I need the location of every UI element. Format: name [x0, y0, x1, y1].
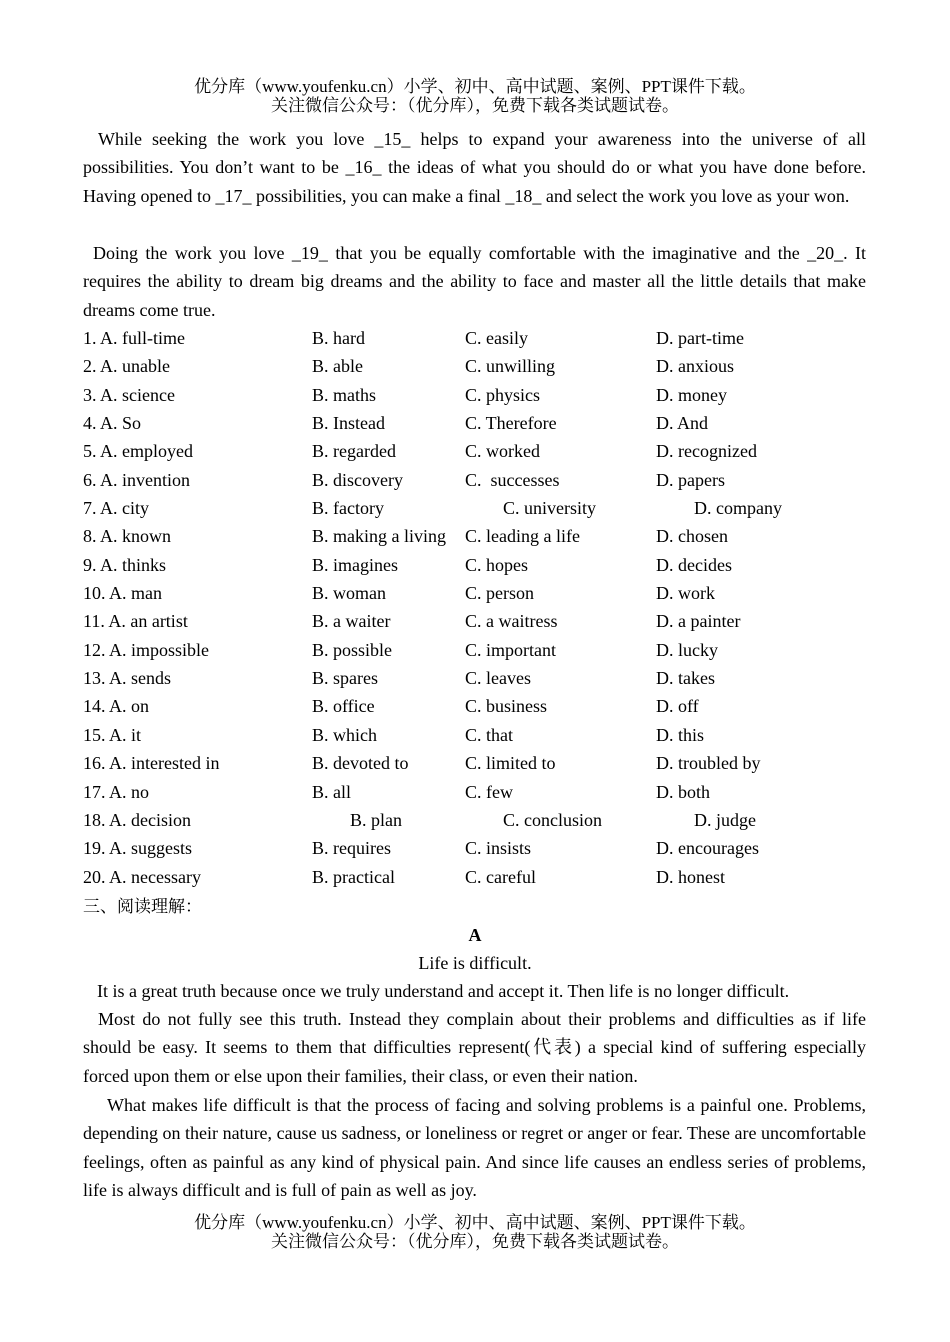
option-c: C. worked	[465, 441, 540, 462]
option-c: C. conclusion	[503, 809, 602, 830]
page-header-top	[0, 77, 950, 115]
option-row	[83, 551, 866, 579]
section-title: 三、阅读理解：	[83, 897, 202, 916]
option-d: D. work	[656, 583, 715, 604]
reading-title: Life is difficult.	[418, 953, 532, 973]
option-b: B. making a living	[312, 526, 446, 547]
option-row	[83, 834, 866, 862]
option-c: C. university	[503, 498, 596, 519]
option-c: C. careful	[465, 866, 536, 887]
option-a: 7. A. city	[83, 498, 149, 519]
option-b: B. factory	[312, 498, 384, 519]
option-c: C. Therefore	[465, 413, 557, 434]
option-d: D. company	[694, 498, 782, 519]
option-a: 4. A. So	[83, 413, 142, 434]
option-row	[83, 494, 866, 522]
option-d: D. encourages	[656, 838, 759, 859]
option-a: 18. A. decision	[83, 809, 191, 830]
option-b: B. discovery	[312, 469, 403, 490]
option-a: 5. A. employed	[83, 441, 193, 462]
option-b: B. imagines	[312, 554, 398, 575]
option-row	[83, 409, 866, 437]
reading-paragraph-2: Most do not fully see this truth. Instead they complain about their problems and difficulties as if life should be easy. It seems to them that difficulties represent(代表) a special kind of suffering especially forced upon them or else upon their families, their class, or even their nation.	[83, 1009, 866, 1086]
option-row	[83, 749, 866, 777]
option-b: B. maths	[312, 384, 377, 405]
option-a: 8. A. known	[83, 526, 172, 547]
option-d: D. a painter	[656, 611, 741, 632]
option-d: D. money	[656, 384, 727, 405]
header-line-2: 关注微信公众号：（优分库），免费下载各类试题试卷。	[271, 96, 679, 115]
option-d: D. judge	[694, 809, 756, 830]
option-c: C. business	[465, 696, 548, 717]
option-a: 2. A. unable	[83, 356, 170, 377]
option-c: C. unwilling	[465, 356, 556, 377]
option-b: B. a waiter	[312, 611, 391, 632]
option-row	[83, 664, 866, 692]
option-d: D. both	[656, 781, 710, 802]
option-a: 20. A. necessary	[83, 866, 201, 887]
option-c: C. limited to	[465, 753, 556, 774]
option-d: D. recognized	[656, 441, 757, 462]
option-b: B. spares	[312, 668, 378, 689]
option-a: 9. A. thinks	[83, 554, 167, 575]
option-c: C. physics	[465, 384, 541, 405]
passage-paragraph-2: Doing the work you love _19_ that you be equally comfortable with the imaginative and the _20_. It requires the ability to dream big dreams and the ability to face and master all the little details that make dreams come true.	[83, 243, 866, 320]
option-a: 13. A. sends	[83, 668, 172, 689]
option-row	[83, 778, 866, 806]
option-d: D. chosen	[656, 526, 728, 547]
option-c: C. that	[465, 724, 513, 745]
option-row	[83, 324, 866, 352]
option-d: D. honest	[656, 866, 725, 887]
option-d: D. lucky	[656, 639, 718, 660]
option-row	[83, 522, 866, 550]
option-row	[83, 579, 866, 607]
footer-line-2: 关注微信公众号：（优分库），免费下载各类试题试卷。	[271, 1232, 679, 1251]
option-c: C. successes	[465, 469, 560, 490]
option-a: 12. A. impossible	[83, 639, 210, 660]
reading-paragraph-1: It is a great truth because once we truly understand and accept it. Then life is no longer difficult.	[97, 981, 790, 1001]
option-b: B. able	[312, 356, 363, 377]
option-a: 16. A. interested in	[83, 753, 220, 774]
option-b: B. which	[312, 724, 377, 745]
option-row	[83, 692, 866, 720]
option-row	[83, 607, 866, 635]
option-row	[83, 437, 866, 465]
footer-line-1: 优分库（www.youfenku.cn）小学、初中、高中试题、案例、PPT课件下载。	[194, 1213, 756, 1232]
option-a: 10. A. man	[83, 583, 162, 604]
option-a: 3. A. science	[83, 384, 175, 405]
option-a: 19. A. suggests	[83, 838, 193, 859]
option-d: D. takes	[656, 668, 715, 689]
option-c: C. important	[465, 639, 556, 660]
option-c: C. leading a life	[465, 526, 580, 547]
options-list	[83, 324, 866, 891]
option-b: B. plan	[350, 809, 402, 830]
option-d: D. part-time	[656, 328, 744, 348]
option-d: D. off	[656, 696, 699, 717]
option-a: 14. A. on	[83, 696, 150, 717]
option-b: B. practical	[312, 866, 395, 887]
option-c: C. few	[465, 781, 513, 802]
option-row	[83, 636, 866, 664]
option-a: 6. A. invention	[83, 469, 190, 490]
option-b: B. woman	[312, 583, 386, 604]
option-b: B. hard	[312, 328, 365, 348]
option-c: C. leaves	[465, 668, 531, 689]
option-b: B. Instead	[312, 413, 385, 434]
option-d: D. And	[656, 413, 709, 434]
option-a: 11. A. an artist	[83, 611, 188, 632]
option-b: B. regarded	[312, 441, 396, 462]
option-b: B. devoted to	[312, 753, 409, 774]
option-c: C. insists	[465, 838, 532, 859]
option-c: C. a waitress	[465, 611, 558, 632]
option-b: B. requires	[312, 838, 391, 859]
option-d: D. decides	[656, 554, 732, 575]
option-b: B. office	[312, 696, 375, 717]
header-line-1: 优分库（www.youfenku.cn）小学、初中、高中试题、案例、PPT课件下载。	[194, 77, 756, 96]
reading-paragraph-3: What makes life difficult is that the process of facing and solving problems is a painful one. Problems, depending on their nature, cause us sadness, or loneliness or regret or anger or fear. These are uncomfortable feelings, often as painful as any kind of physical pain. And since life causes an endless series of problems, life is always difficult and is full of pain as well as joy.	[83, 1095, 866, 1201]
option-d: D. troubled by	[656, 753, 761, 774]
option-d: D. this	[656, 724, 705, 745]
option-c: C. hopes	[465, 554, 528, 575]
option-a: 1. A. full-time	[83, 328, 185, 348]
option-d: D. papers	[656, 469, 725, 490]
option-c: C. easily	[465, 328, 528, 348]
option-row	[83, 721, 866, 749]
page-footer	[0, 1213, 950, 1251]
option-row	[83, 863, 866, 891]
option-c: C. person	[465, 583, 534, 604]
option-d: D. anxious	[656, 356, 734, 377]
passage-paragraph-1: While seeking the work you love _15_ helps to expand your awareness into the universe of all possibilities. You don’t want to be _16_ the ideas of what you should do or what you have done before. Having opened to _17_ possibilities, you can make a final _18_ and select the work you love as your won.	[83, 129, 866, 206]
reading-label: A	[468, 925, 482, 945]
option-b: B. possible	[312, 639, 393, 660]
option-a: 15. A. it	[83, 724, 142, 745]
option-row	[83, 466, 866, 494]
option-row	[83, 806, 866, 834]
option-b: B. all	[312, 781, 351, 802]
option-row	[83, 381, 866, 409]
option-a: 17. A. no	[83, 781, 150, 802]
option-row	[83, 352, 866, 380]
